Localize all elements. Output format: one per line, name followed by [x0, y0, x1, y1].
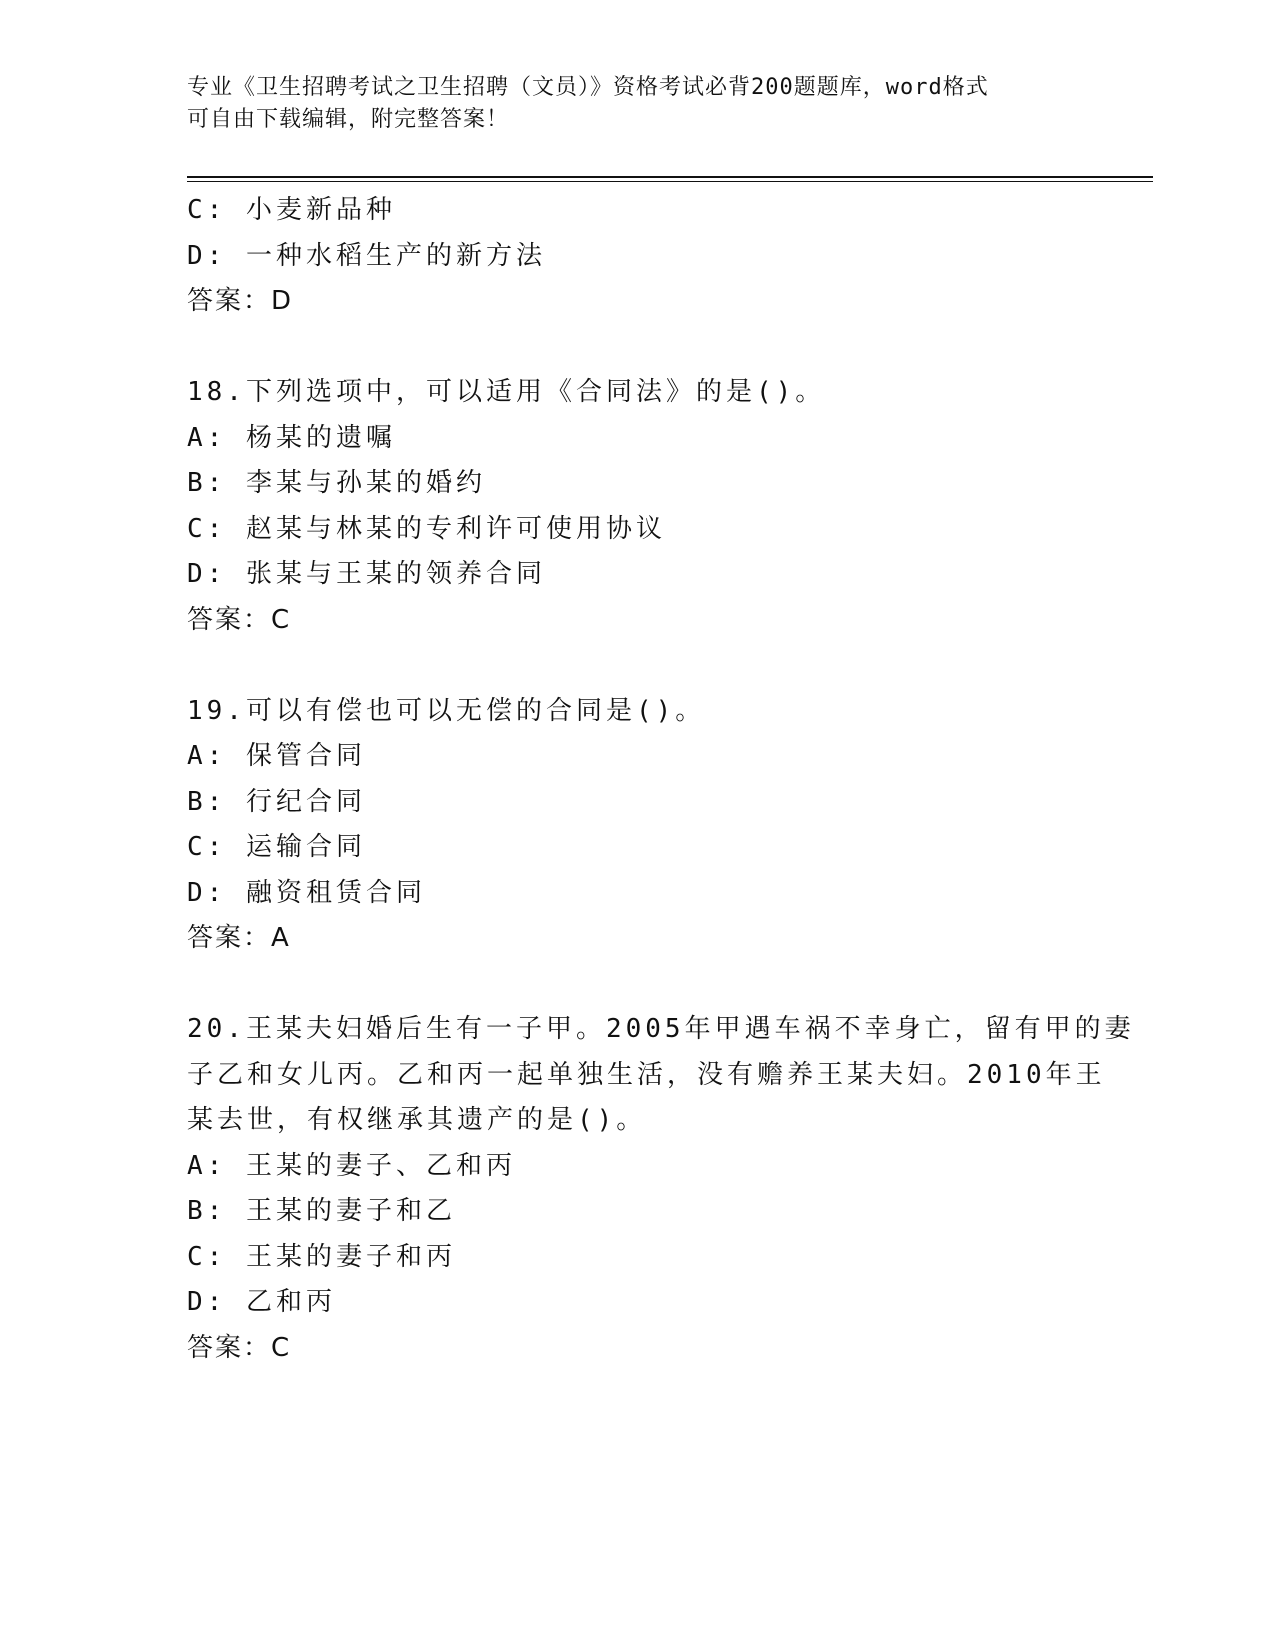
page-header	[187, 72, 1087, 136]
header-divider-thin	[187, 181, 1153, 182]
header-title-line-1: 专业《卫生招聘考试之卫生招聘（文员）》资格考试必背200题题库，word格式	[187, 75, 989, 100]
q19-answer: 答案：A	[187, 923, 291, 953]
question-17	[187, 188, 1087, 325]
q18-answer: 答案：C	[187, 604, 292, 635]
spacer	[187, 643, 1087, 689]
q17-option-c: C: 小麦新品种	[187, 195, 396, 225]
q20-question-line-3: 某去世，有权继承其遗产的是()。	[187, 1105, 647, 1135]
question-20	[187, 1007, 1135, 1371]
q19-option-d: D: 融资租赁合同	[187, 877, 426, 908]
q18-option-a: A: 杨某的遗嘱	[187, 422, 396, 453]
q18-option-d: D: 张某与王某的领养合同	[187, 559, 546, 589]
question-18	[187, 370, 1087, 643]
q20-option-c: C: 王某的妻子和丙	[187, 1241, 456, 1272]
q18-option-b: B: 李某与孙某的婚约	[187, 468, 486, 498]
header-divider-thick	[187, 176, 1153, 178]
q20-answer: 答案：C	[187, 1332, 292, 1363]
q18-option-c: C: 赵某与林某的专利许可使用协议	[187, 513, 666, 544]
header-title-line-2: 可自由下载编辑，附完整答案！	[187, 107, 510, 132]
question-list	[187, 188, 1135, 1371]
q20-option-a: A: 王某的妻子、乙和丙	[187, 1150, 516, 1181]
q20-question-line-2: 子乙和女儿丙。乙和丙一起单独生活，没有赡养王某夫妇。2010年王	[187, 1059, 1106, 1090]
spacer	[187, 962, 1087, 1008]
q20-option-b: B: 王某的妻子和乙	[187, 1196, 456, 1226]
q17-option-d: D: 一种水稻生产的新方法	[187, 240, 546, 271]
q19-option-c: C: 运输合同	[187, 832, 366, 862]
q18-question: 18.下列选项中，可以适用《合同法》的是()。	[187, 377, 826, 407]
spacer	[187, 325, 1087, 371]
q20-question-line-1: 20.王某夫妇婚后生有一子甲。2005年甲遇车祸不幸身亡，留有甲的妻	[187, 1014, 1135, 1044]
q17-answer: 答案：D	[187, 286, 294, 316]
q19-option-b: B: 行纪合同	[187, 786, 366, 817]
q19-question: 19.可以有偿也可以无偿的合同是()。	[187, 695, 706, 726]
question-19	[187, 689, 1087, 962]
q19-option-a: A: 保管合同	[187, 741, 366, 771]
q20-option-d: D: 乙和丙	[187, 1287, 336, 1317]
